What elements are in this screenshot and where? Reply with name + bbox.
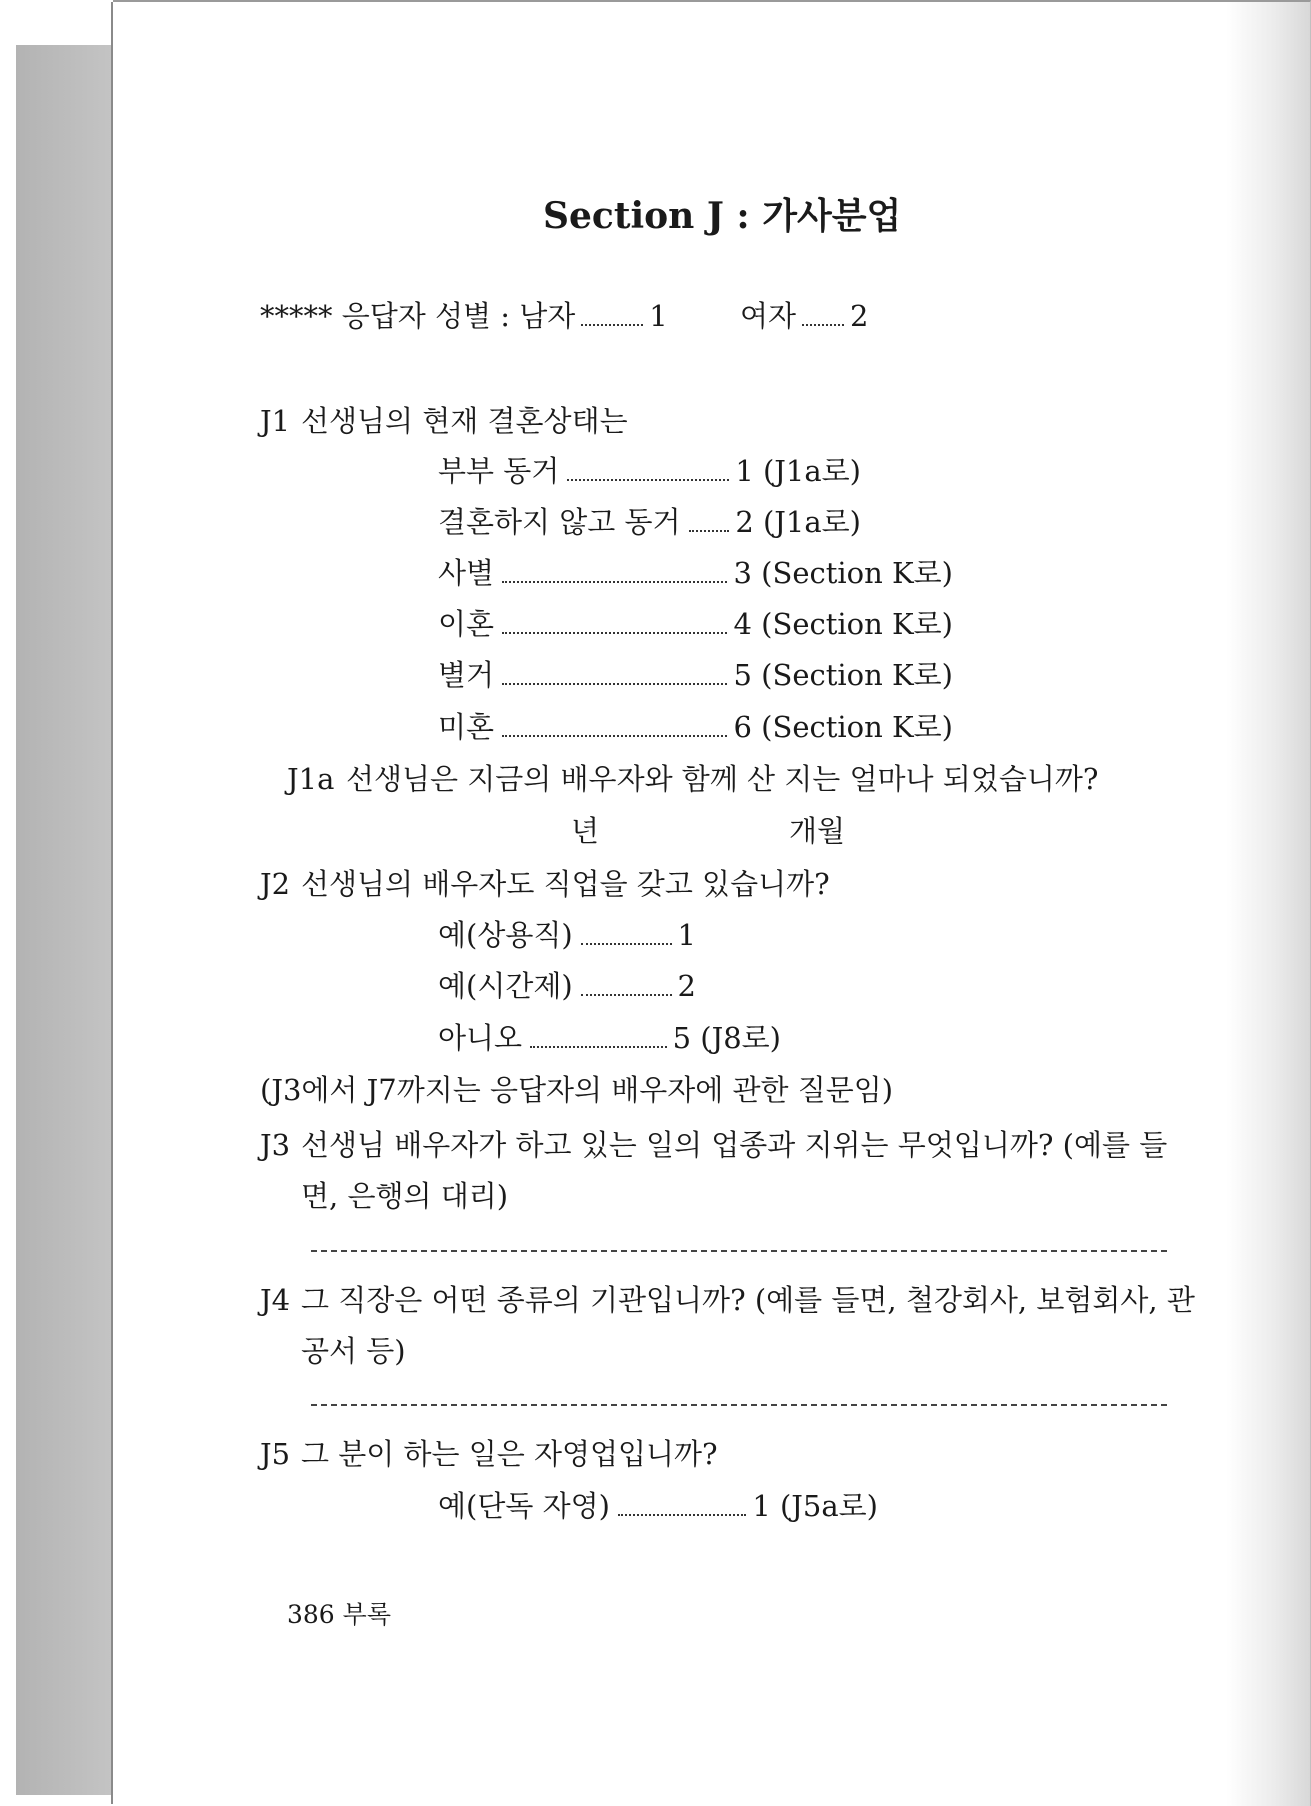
j3-number: J3 <box>260 1128 291 1162</box>
j2-number: J2 <box>260 867 291 901</box>
j1a-question: 선생님은 지금의 배우자와 함께 산 지는 얼마나 되었습니까? <box>346 762 1099 796</box>
j1-option: 부부 동거 1 (J1a로) <box>438 454 861 488</box>
j4-answer-line[interactable] <box>311 1404 1167 1406</box>
j2-question: 선생님의 배우자도 직업을 갖고 있습니까? <box>301 867 830 901</box>
j1-option: 미혼 6 (Section K로) <box>438 710 953 744</box>
j2-option: 예(시간제) 2 <box>438 969 696 1003</box>
j4-question-line1: 그 직장은 어떤 종류의 기관입니까? (예를 들면, 철강회사, 보험회사, 관 <box>301 1283 1195 1317</box>
gender-line <box>260 299 668 333</box>
j1-number: J1 <box>260 404 291 438</box>
book-spine-edge <box>16 45 113 1795</box>
j1-option: 결혼하지 않고 동거 2 (J1a로) <box>438 505 861 539</box>
j4-number: J4 <box>260 1283 291 1317</box>
gender-prefix: ***** 응답자 성별 : 남자 <box>260 299 576 333</box>
j3-question-line2: 면, 은행의 대리) <box>301 1179 509 1213</box>
section-title: Section J : 가사분업 <box>543 195 902 237</box>
j3-question-line1: 선생님 배우자가 하고 있는 일의 업종과 지위는 무엇입니까? (예를 들 <box>301 1128 1168 1162</box>
j1a-number: J1a <box>287 762 335 796</box>
section-note: (J3에서 J7까지는 응답자의 배우자에 관한 질문임) <box>260 1073 894 1107</box>
j1a-unit-month: 개월 <box>789 814 846 848</box>
j5-number: J5 <box>260 1437 291 1471</box>
page-footer: 386 부록 <box>287 1600 391 1629</box>
j1-option: 별거 5 (Section K로) <box>438 658 953 692</box>
j1-question: 선생님의 현재 결혼상태는 <box>301 404 628 438</box>
j1a-unit-year: 년 <box>571 814 600 848</box>
j5-option: 예(단독 자영) 1 (J5a로) <box>438 1489 878 1523</box>
gender-female-code: 2 <box>850 299 869 333</box>
gender-female <box>740 299 869 333</box>
j5-question: 그 분이 하는 일은 자영업입니까? <box>301 1437 718 1471</box>
j3-answer-line[interactable] <box>311 1250 1167 1252</box>
j4-question-line2: 공서 등) <box>301 1334 406 1368</box>
j1-option: 이혼 4 (Section K로) <box>438 607 953 641</box>
j2-option: 아니오 5 (J8로) <box>438 1021 781 1055</box>
j2-option: 예(상용직) 1 <box>438 918 696 952</box>
document-page <box>113 0 1311 1806</box>
j1-option: 사별 3 (Section K로) <box>438 556 953 590</box>
gender-female-label: 여자 <box>740 299 797 333</box>
gender-male-code: 1 <box>649 299 668 333</box>
